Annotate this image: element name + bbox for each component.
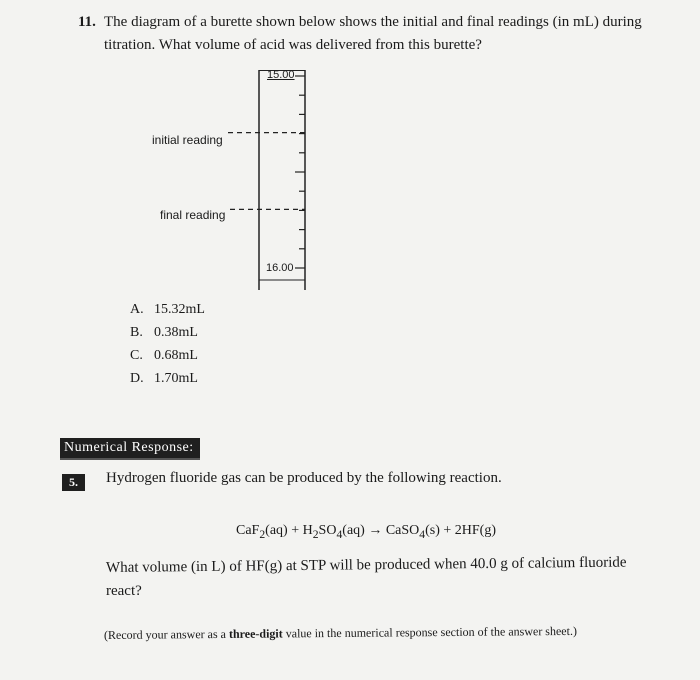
record-bold: three-digit	[228, 626, 283, 641]
eq-r2-mid: SO	[318, 523, 337, 538]
record-instruction	[104, 624, 577, 643]
burette-top-reading: 15.00	[267, 69, 295, 81]
choice-text: 15.32mL	[154, 302, 205, 317]
initial-reading-label: initial reading	[152, 133, 223, 147]
question-text-line-1: The diagram of a burette shown below shows the initial and final readings (in mL) during	[104, 14, 642, 30]
choice-letter: C.	[130, 348, 143, 363]
choice-b[interactable]	[130, 325, 198, 341]
choice-text: 1.70mL	[154, 371, 198, 386]
numerical-response-number: 5.	[62, 474, 85, 491]
eq-r2-sub: 2	[312, 527, 319, 541]
eq-arrow: →	[368, 523, 383, 538]
question-text-line-2: titration. What volume of acid was delivered from this burette?	[104, 37, 482, 53]
eq-r2-sub2: 4	[336, 527, 343, 541]
eq-r2-state: (aq)	[342, 523, 365, 538]
question-number: 11.	[78, 14, 96, 30]
eq-p1: CaSO	[385, 523, 420, 538]
choice-letter: D.	[130, 371, 144, 386]
choice-letter: B.	[130, 325, 143, 340]
eq-p1-sub: 4	[419, 527, 426, 541]
eq-p1-state: (s) + 2HF(g)	[425, 523, 496, 538]
burette-bottom-reading: 16.00	[266, 262, 294, 274]
numerical-response-text: Hydrogen fluoride gas can be produced by the following reaction.	[106, 470, 502, 486]
eq-r1: CaF	[236, 523, 260, 538]
chemical-equation	[236, 523, 496, 541]
burette-tube	[258, 70, 306, 290]
choice-a[interactable]	[130, 302, 205, 318]
eq-r1-state: (aq) + H	[265, 523, 313, 538]
choice-text: 0.38mL	[154, 325, 198, 340]
final-reading-label: final reading	[160, 208, 226, 222]
record-post: value in the numerical response section of the answer sheet.)	[282, 623, 577, 641]
numerical-question-line-2: react?	[106, 583, 142, 599]
burette-diagram	[258, 70, 306, 290]
numerical-response-banner: Numerical Response:	[60, 438, 200, 460]
record-pre: (Record your answer as a	[103, 626, 230, 642]
choice-letter: A.	[130, 302, 144, 317]
choice-d[interactable]	[130, 371, 198, 387]
choice-c[interactable]	[130, 348, 198, 364]
eq-r1-sub: 2	[259, 527, 266, 541]
numerical-question-line-1: What volume (in L) of HF(g) at STP will be produced when 40.0 g of calcium fluoride	[105, 554, 627, 576]
choice-text: 0.68mL	[154, 348, 198, 363]
